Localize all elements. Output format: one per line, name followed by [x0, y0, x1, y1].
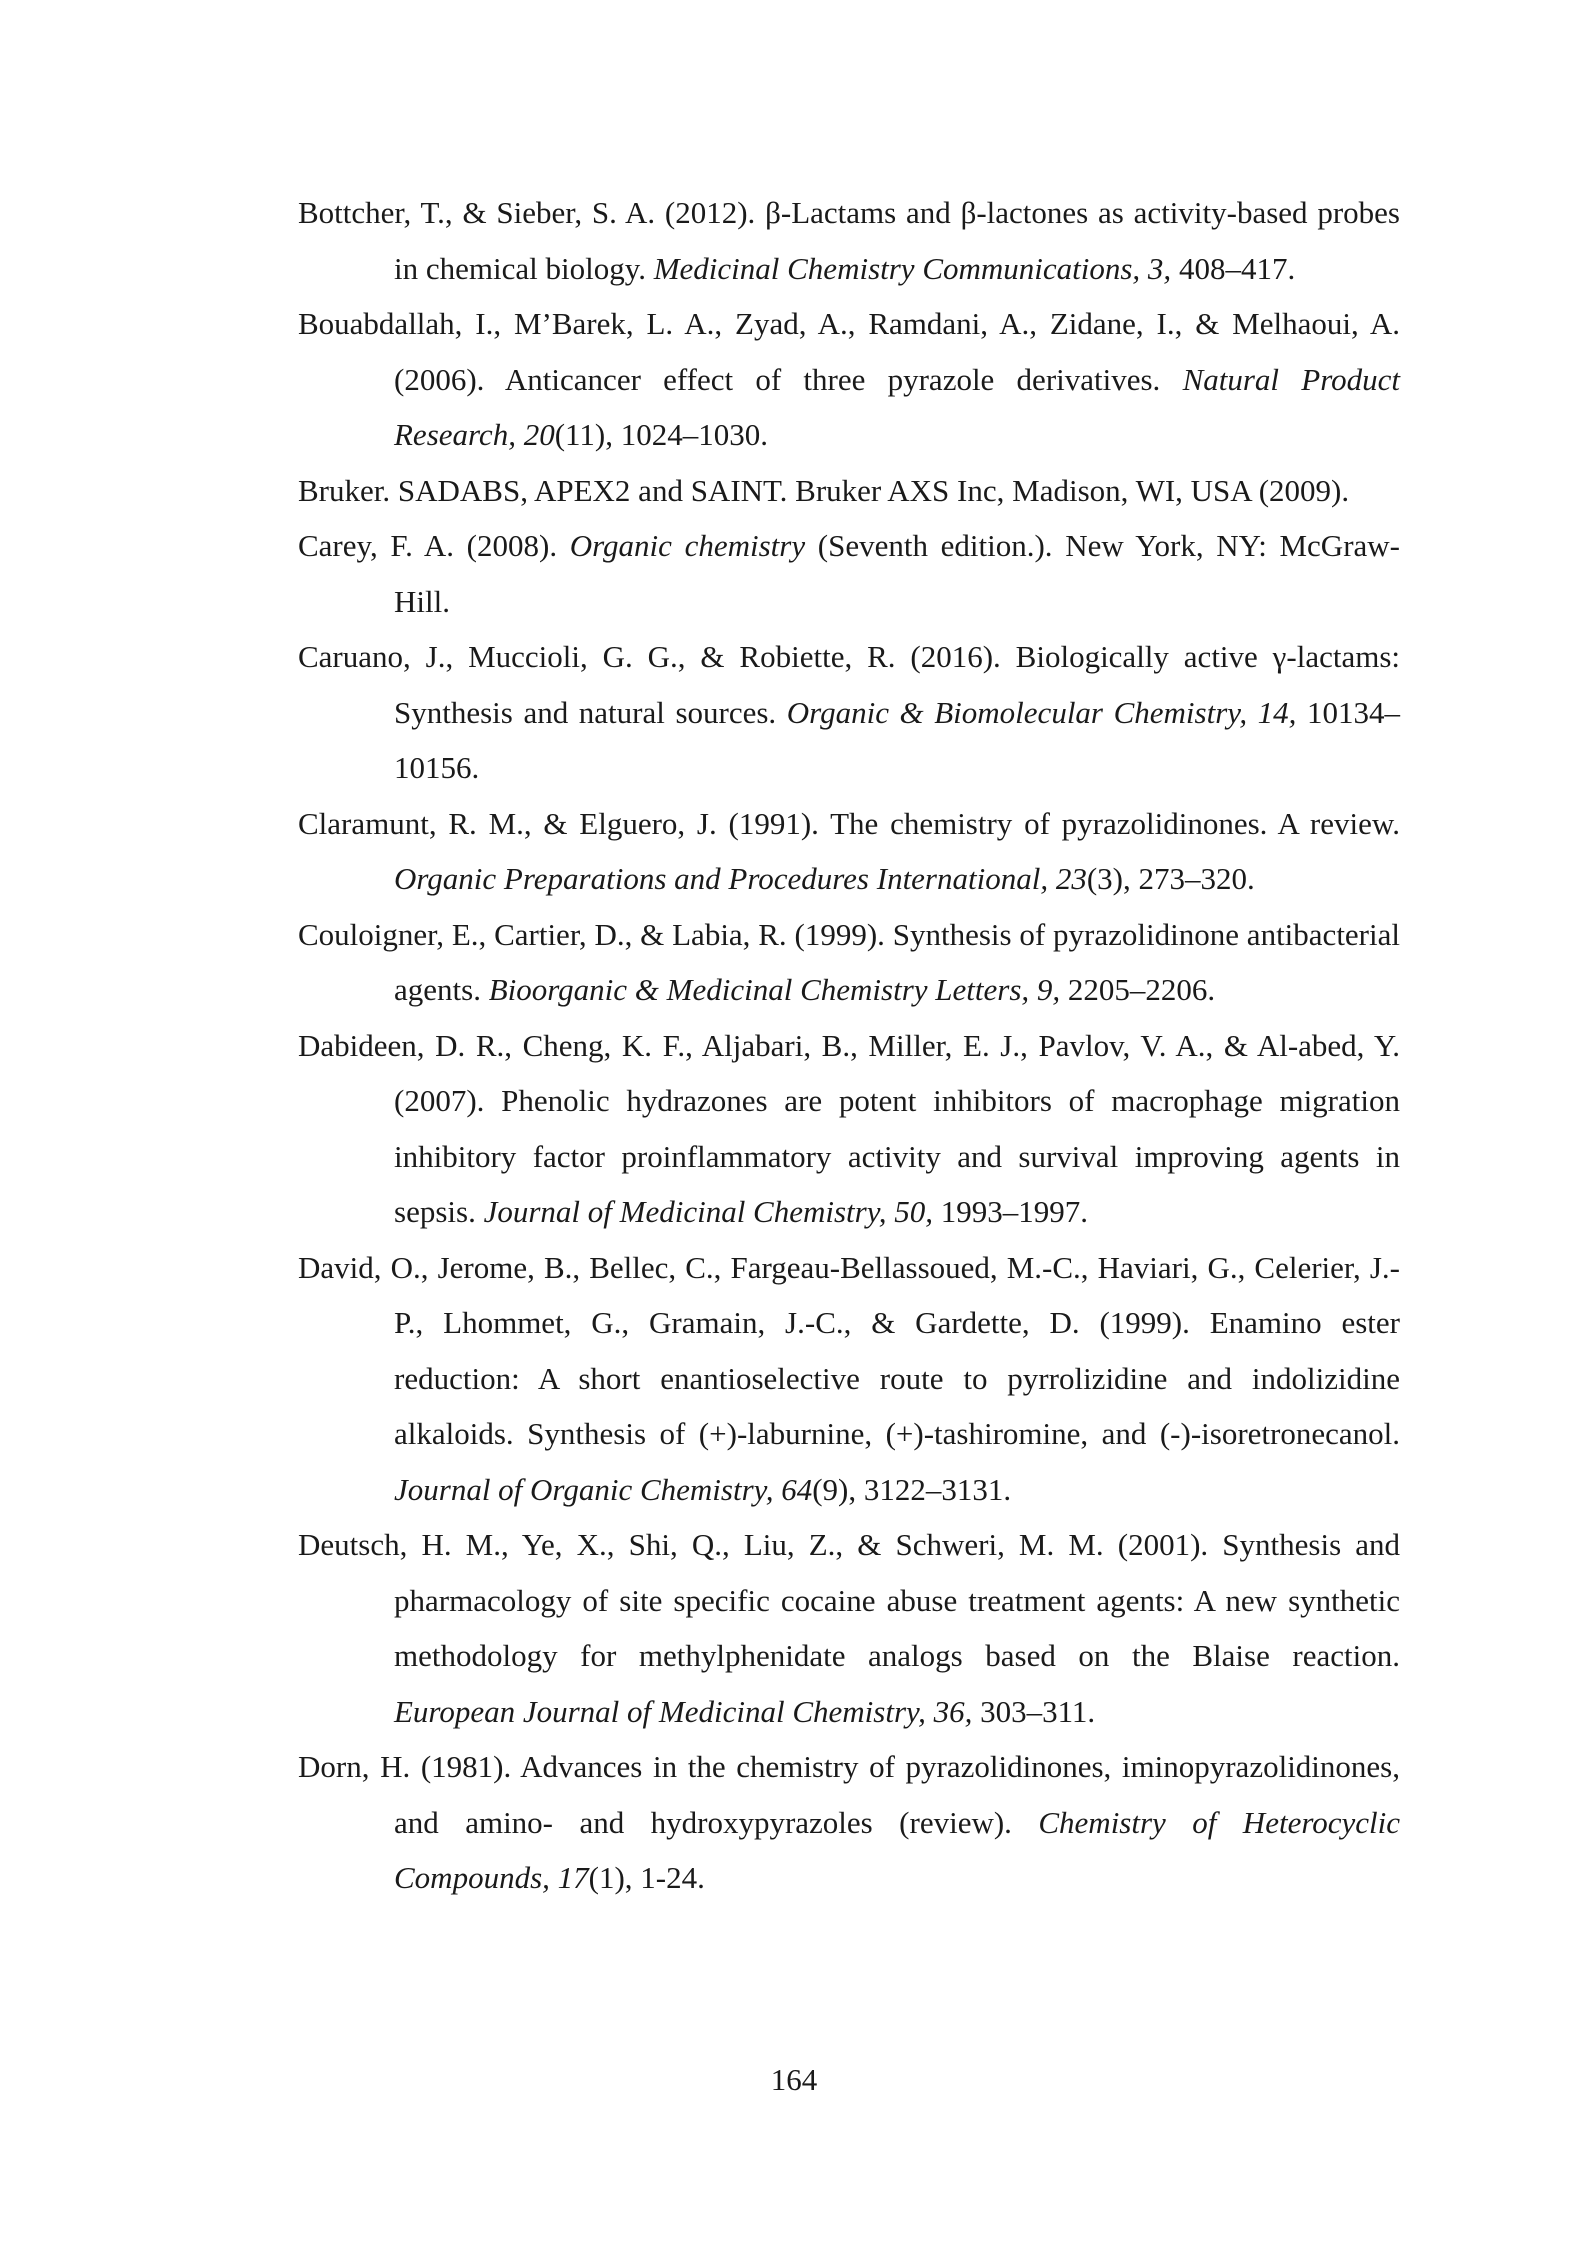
reference-source: Chemistry of Heterocyclic Compounds, 17 — [394, 1804, 1400, 1895]
reference-source: Natural Product Research, 20 — [394, 361, 1400, 452]
reference-list — [298, 185, 1400, 1906]
reference-text: Bouabdallah, I., M’Barek, L. A., Zyad, A., Ramdani, A., Zidane, I., & Melhaoui, A. (2006). Anticancer effect of three pyrazole derivatives. — [298, 306, 1400, 397]
reference-entry — [298, 463, 1400, 519]
reference-entry — [298, 1739, 1400, 1906]
reference-entry — [298, 296, 1400, 463]
reference-text: (Seventh edition.). New York, NY: McGraw-Hill. — [394, 528, 1400, 619]
reference-text: Claramunt, R. M., & Elguero, J. (1991). The chemistry of pyrazolidinones. A review. — [298, 805, 1400, 841]
reference-text: 303–311. — [972, 1693, 1096, 1729]
reference-source: Organic Preparations and Procedures International, 23 — [394, 861, 1087, 896]
reference-entry — [298, 518, 1400, 629]
reference-text: (11), 1024–1030. — [554, 417, 768, 452]
reference-source: Journal of Medicinal Chemistry, 50, — [483, 1194, 934, 1229]
reference-text: Couloigner, E., Cartier, D., & Labia, R. (1999). Synthesis of pyrazolidinone antibacterial agents. — [298, 916, 1400, 1007]
reference-entry — [298, 907, 1400, 1018]
reference-source: Organic & Biomolecular Chemistry, 14, — [786, 694, 1297, 730]
reference-text: Carey, F. A. (2008). — [298, 528, 570, 563]
reference-text: 1993–1997. — [933, 1194, 1089, 1229]
reference-entry — [298, 1240, 1400, 1518]
reference-source: Organic chemistry — [569, 528, 806, 563]
reference-text: Bruker. SADABS, APEX2 and SAINT. Bruker AXS Inc, Madison, WI, USA (2009). — [298, 472, 1350, 508]
reference-text: Deutsch, H. M., Ye, X., Shi, Q., Liu, Z., & Schweri, M. M. (2001). Synthesis and pharmacology of site specific cocaine abuse treatment agents: A new synthetic methodology for methylphenidate analogs based on the Blaise reaction. — [298, 1527, 1400, 1673]
reference-entry — [298, 1517, 1400, 1739]
reference-text: Bottcher, T., & Sieber, S. A. (2012). β-Lactams and β-lactones as activity-based probes in chemical biology. — [298, 195, 1400, 286]
reference-entry — [298, 1018, 1400, 1240]
reference-text: (1), 1-24. — [588, 1860, 705, 1895]
reference-text: (3), 273–320. — [1086, 861, 1255, 896]
reference-source: European Journal of Medicinal Chemistry, 36, — [394, 1693, 973, 1729]
reference-text: 2205–2206. — [1060, 972, 1216, 1007]
reference-text: Dorn, H. (1981). Advances in the chemistry of pyrazolidinones, iminopyrazolidinones, and amino- and hydroxypyrazoles (review). — [298, 1749, 1400, 1840]
page-number: 164 — [770, 2062, 818, 2097]
reference-text: 408–417. — [1171, 250, 1296, 286]
reference-text: Caruano, J., Muccioli, G. G., & Robiette, R. (2016). Biologically active γ-lactams: Synthesis and natural sources. — [298, 639, 1400, 730]
reference-source: Medicinal Chemistry Communications, 3, — [653, 250, 1172, 286]
reference-text: David, O., Jerome, B., Bellec, C., Fargeau-Bellassoued, M.-C., Haviari, G., Celerier, J.-P., Lhommet, G., Gramain, J.-C., & Gardette, D. (1999). Enamino ester reduction: A short enantioselective route to pyrrolizidine and indolizidine alkaloids. Synthesis of (+)-laburnine, (+)-tashiromine, and (-)-isoretronecanol. — [298, 1249, 1400, 1451]
reference-entry — [298, 796, 1400, 907]
reference-source: Journal of Organic Chemistry, 64 — [394, 1471, 813, 1507]
reference-text: (9), 3122–3131. — [812, 1471, 1012, 1507]
reference-entry — [298, 629, 1400, 796]
reference-text: Dabideen, D. R., Cheng, K. F., Aljabari, B., Miller, E. J., Pavlov, V. A., & Al-abed, Y. (2007). Phenolic hydrazones are potent inhibitors of macrophage migration inhibitory factor proinflammatory activity and survival improving agents in sepsis. — [298, 1027, 1400, 1229]
reference-entry — [298, 185, 1400, 296]
reference-text: 10134–10156. — [394, 694, 1400, 785]
reference-source: Bioorganic & Medicinal Chemistry Letters, 9, — [488, 972, 1061, 1007]
